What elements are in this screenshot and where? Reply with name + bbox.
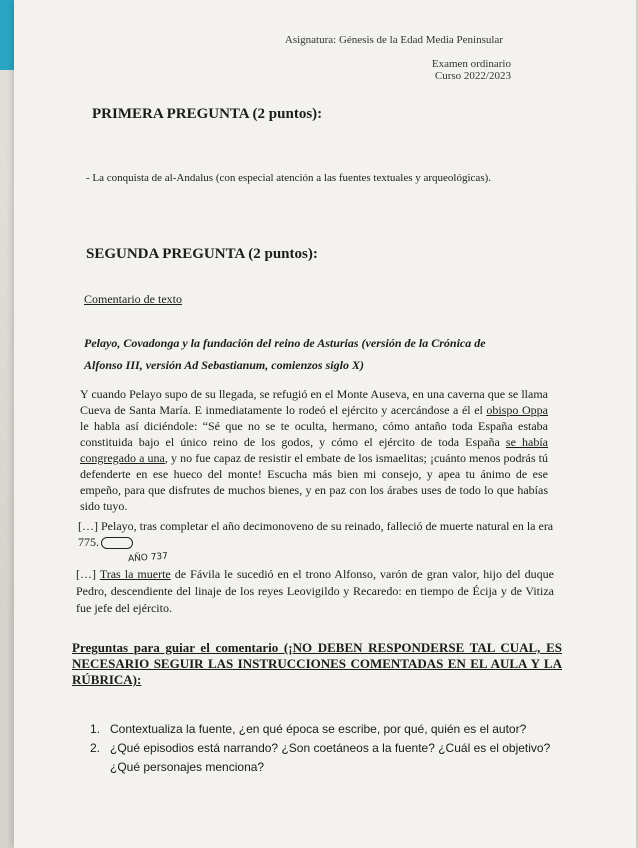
handwritten-note: AÑO 737 <box>127 551 169 565</box>
list-item <box>90 720 570 739</box>
passage-3-part-a: […] <box>76 567 100 581</box>
list-item-number: 2. <box>90 741 101 755</box>
list-item-number: 1. <box>90 722 101 736</box>
guide-questions-list <box>90 720 570 777</box>
passage-paragraph-2 <box>78 518 554 550</box>
underlined-tras-la-muerte: Tras la muerte <box>99 567 171 581</box>
list-item-text: ¿Qué episodios está narrando? ¿Son coetáneos a la fuente? ¿Cuál es el objetivo? ¿Qué personajes menciona? <box>110 741 551 774</box>
scribble-mark <box>101 537 133 549</box>
source-title: Pelayo, Covadonga y la fundación del reino de Asturias (versión de la Crónica de Alfonso III, versión Ad Sebastianum, comienzos siglo X) <box>84 336 486 372</box>
exam-type: Examen ordinario <box>431 58 511 70</box>
passage-paragraph-3 <box>76 566 554 617</box>
underlined-congregado: se había congregado a una <box>80 435 548 465</box>
passage-1-part-b: le habla así diciéndole: “Sé que no se te oculta, hermano, cómo antaño toda España estaba constituida bajo el único reino de los godos, y cómo el ejército de toda España <box>80 419 548 449</box>
question-2-title: SEGUNDA PREGUNTA (2 puntos): <box>86 246 318 262</box>
list-item <box>90 739 570 777</box>
passage-1-part-a: Y cuando Pelayo supo de su llegada, se refugió en el Monte Auseva, en una caverna que se llama Cueva de Santa María. E inmediatamente lo rodeó el ejército y acercándose a él el <box>80 387 548 417</box>
passage-1-part-c: , y no fue capaz de resistir el embate de los ismaelitas; ¡cuánto menos podrás tú defenderte en ese hueco del monte! Escucha más bien mi consejo, y apea tu ánimo de ese empeño, para que disfrutes de muchos bienes, y en paz con los árabes uses de todo lo que habías sido tuyo. <box>80 451 548 513</box>
passage-paragraph-1 <box>80 386 548 514</box>
passage-3-part-b: de Fávila le sucedió en el trono Alfonso, varón de gran valor, hijo del duque Pedro, descendiente del linaje de los reyes Leovigildo y Recaredo: en tiempo de Écija y de Vitiza fue jefe del ejército. <box>76 567 554 615</box>
subject-line: Asignatura: Génesis de la Edad Media Peninsular <box>284 34 503 46</box>
course-year: Curso 2022/2023 <box>434 70 511 82</box>
question-1-text: - La conquista de al-Andalus (con especial atención a las fuentes textuales y arqueológicas). <box>86 172 492 184</box>
guide-questions-title: Preguntas para guiar el comentario (¡NO DEBEN RESPONDERSE TAL CUAL, ES NECESARIO SEGUIR LAS INSTRUCCIONES COMENTADAS EN EL AULA Y LA RÚBRICA): <box>72 640 562 687</box>
text-commentary-label: Comentario de texto <box>84 292 182 306</box>
underlined-obispo-oppa: obispo Oppa <box>486 403 548 417</box>
list-item-text: Contextualiza la fuente, ¿en qué época se escribe, por qué, quién es el autor? <box>110 722 527 736</box>
exam-sheet <box>14 0 636 848</box>
question-1-title: PRIMERA PREGUNTA (2 puntos): <box>92 106 323 122</box>
passage-2-text: […] Pelayo, tras completar el año decimonoveno de su reinado, falleció de muerte natural en la era 775. <box>78 519 554 549</box>
